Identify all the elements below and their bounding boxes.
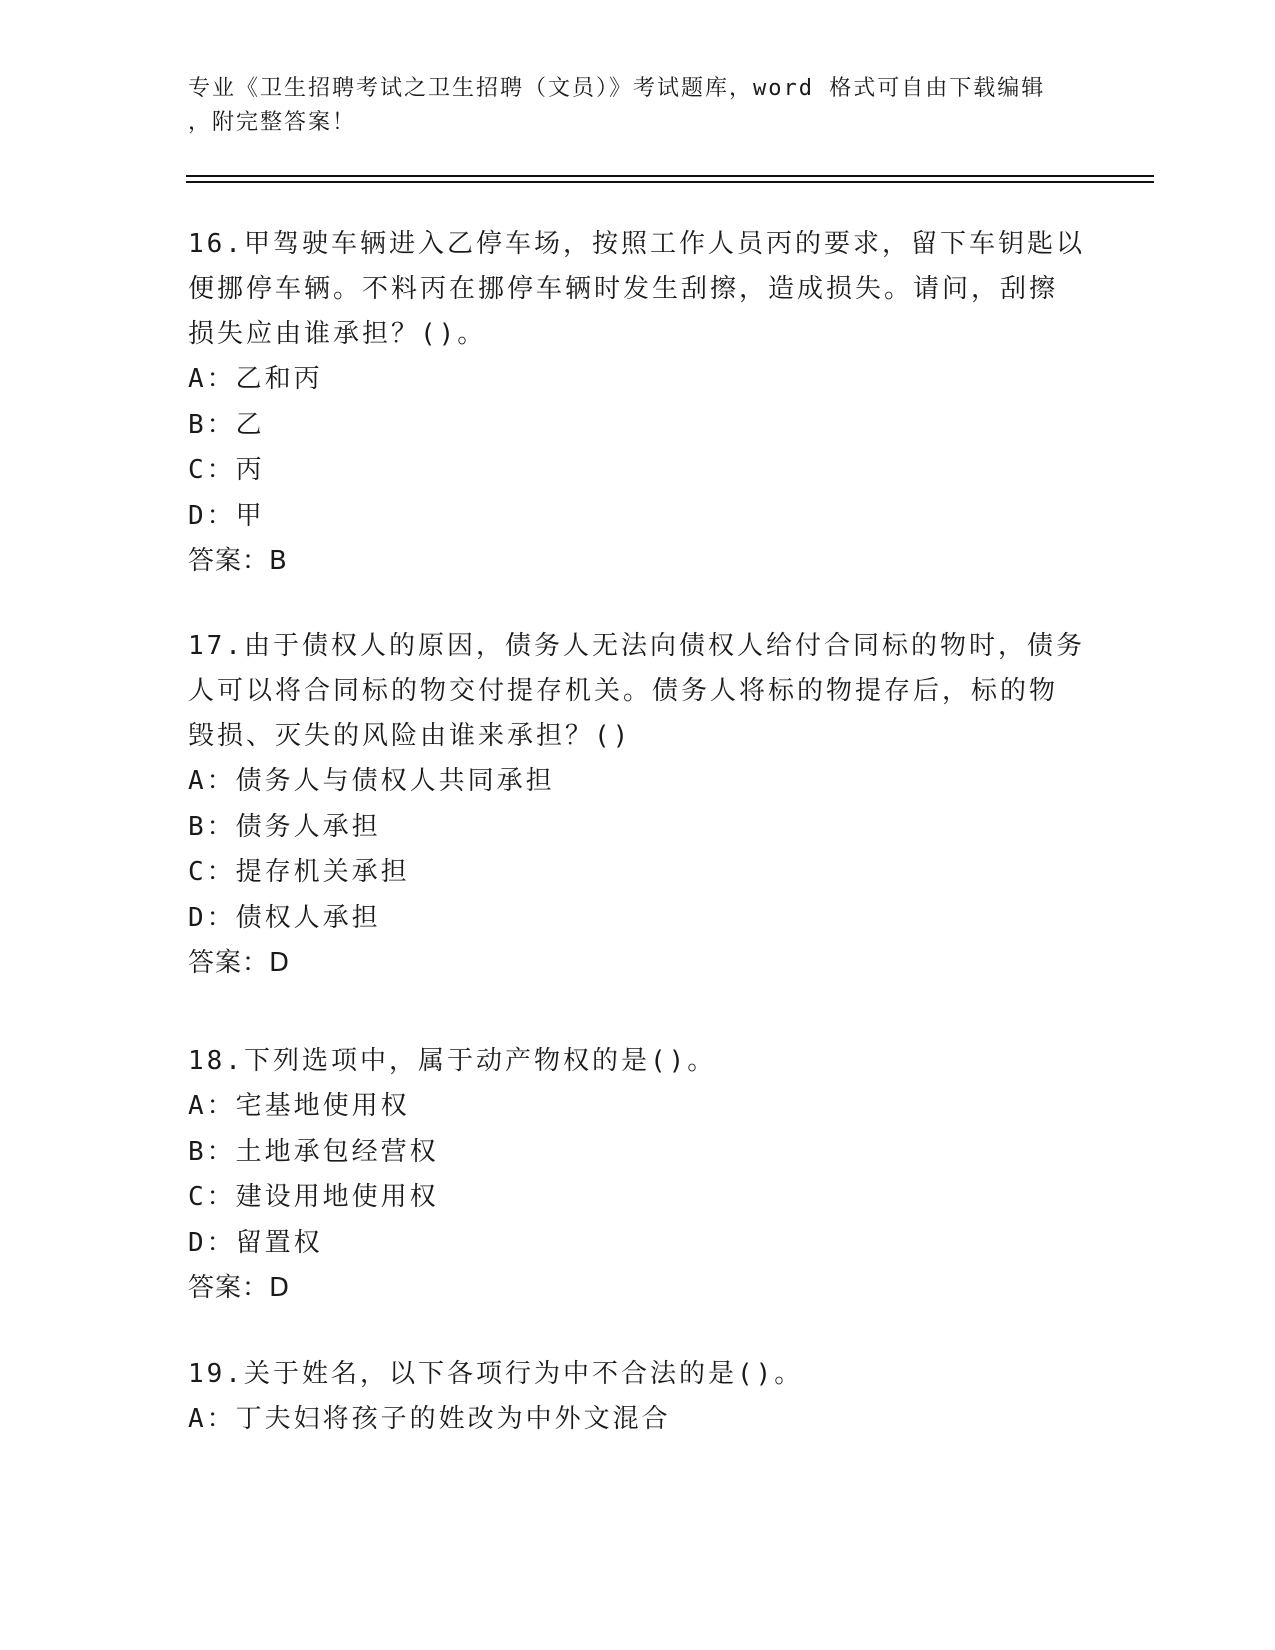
question-stem-line: 便挪停车辆。不料丙在挪停车辆时发生刮擦，造成损失。请问，刮擦 xyxy=(188,274,1059,304)
option-d: D：留置权 xyxy=(188,1227,323,1258)
option-b: B：乙 xyxy=(188,409,265,440)
option-b: B：债务人承担 xyxy=(188,811,381,842)
question-stem-line: 17.由于债权人的原因，债务人无法向债权人给付合同标的物时，债务 xyxy=(188,631,1085,661)
answer: 答案：D xyxy=(188,948,291,978)
question-16 xyxy=(188,222,1088,584)
document-header xyxy=(188,72,1088,140)
question-stem-line: 毁损、灭失的风险由谁来承担？() xyxy=(188,721,632,751)
header-line-2: ，附完整答案！ xyxy=(188,110,357,135)
question-stem-line: 损失应由谁承担？()。 xyxy=(188,319,487,349)
question-17 xyxy=(188,624,1088,986)
option-a: A：丁夫妇将孩子的姓改为中外文混合 xyxy=(188,1404,671,1434)
answer: 答案：B xyxy=(188,546,288,576)
option-a: A：乙和丙 xyxy=(188,364,323,394)
question-18 xyxy=(188,1039,1088,1311)
option-b: B：土地承包经营权 xyxy=(188,1136,439,1167)
question-stem-line: 19.关于姓名，以下各项行为中不合法的是()。 xyxy=(188,1359,804,1389)
option-d: D：债权人承担 xyxy=(188,902,381,933)
option-c: C：提存机关承担 xyxy=(188,857,410,887)
question-stem-line: 16.甲驾驶车辆进入乙停车场，按照工作人员丙的要求，留下车钥匙以 xyxy=(188,229,1085,259)
option-a: A：债务人与债权人共同承担 xyxy=(188,766,555,796)
option-c: C：丙 xyxy=(188,455,265,485)
question-stem-line: 人可以将合同标的物交付提存机关。债务人将标的物提存后，标的物 xyxy=(188,676,1059,706)
question-stem-line: 18.下列选项中，属于动产物权的是()。 xyxy=(188,1046,717,1076)
question-19 xyxy=(188,1352,1088,1443)
answer: 答案：D xyxy=(188,1273,291,1303)
header-divider-top xyxy=(186,175,1154,177)
header-divider-bottom xyxy=(186,181,1154,183)
option-d: D：甲 xyxy=(188,500,265,531)
option-c: C：建设用地使用权 xyxy=(188,1182,439,1212)
option-a: A：宅基地使用权 xyxy=(188,1091,410,1121)
header-line-1: 专业《卫生招聘考试之卫生招聘（文员）》考试题库，word 格式可自由下载编辑 xyxy=(188,76,1046,101)
